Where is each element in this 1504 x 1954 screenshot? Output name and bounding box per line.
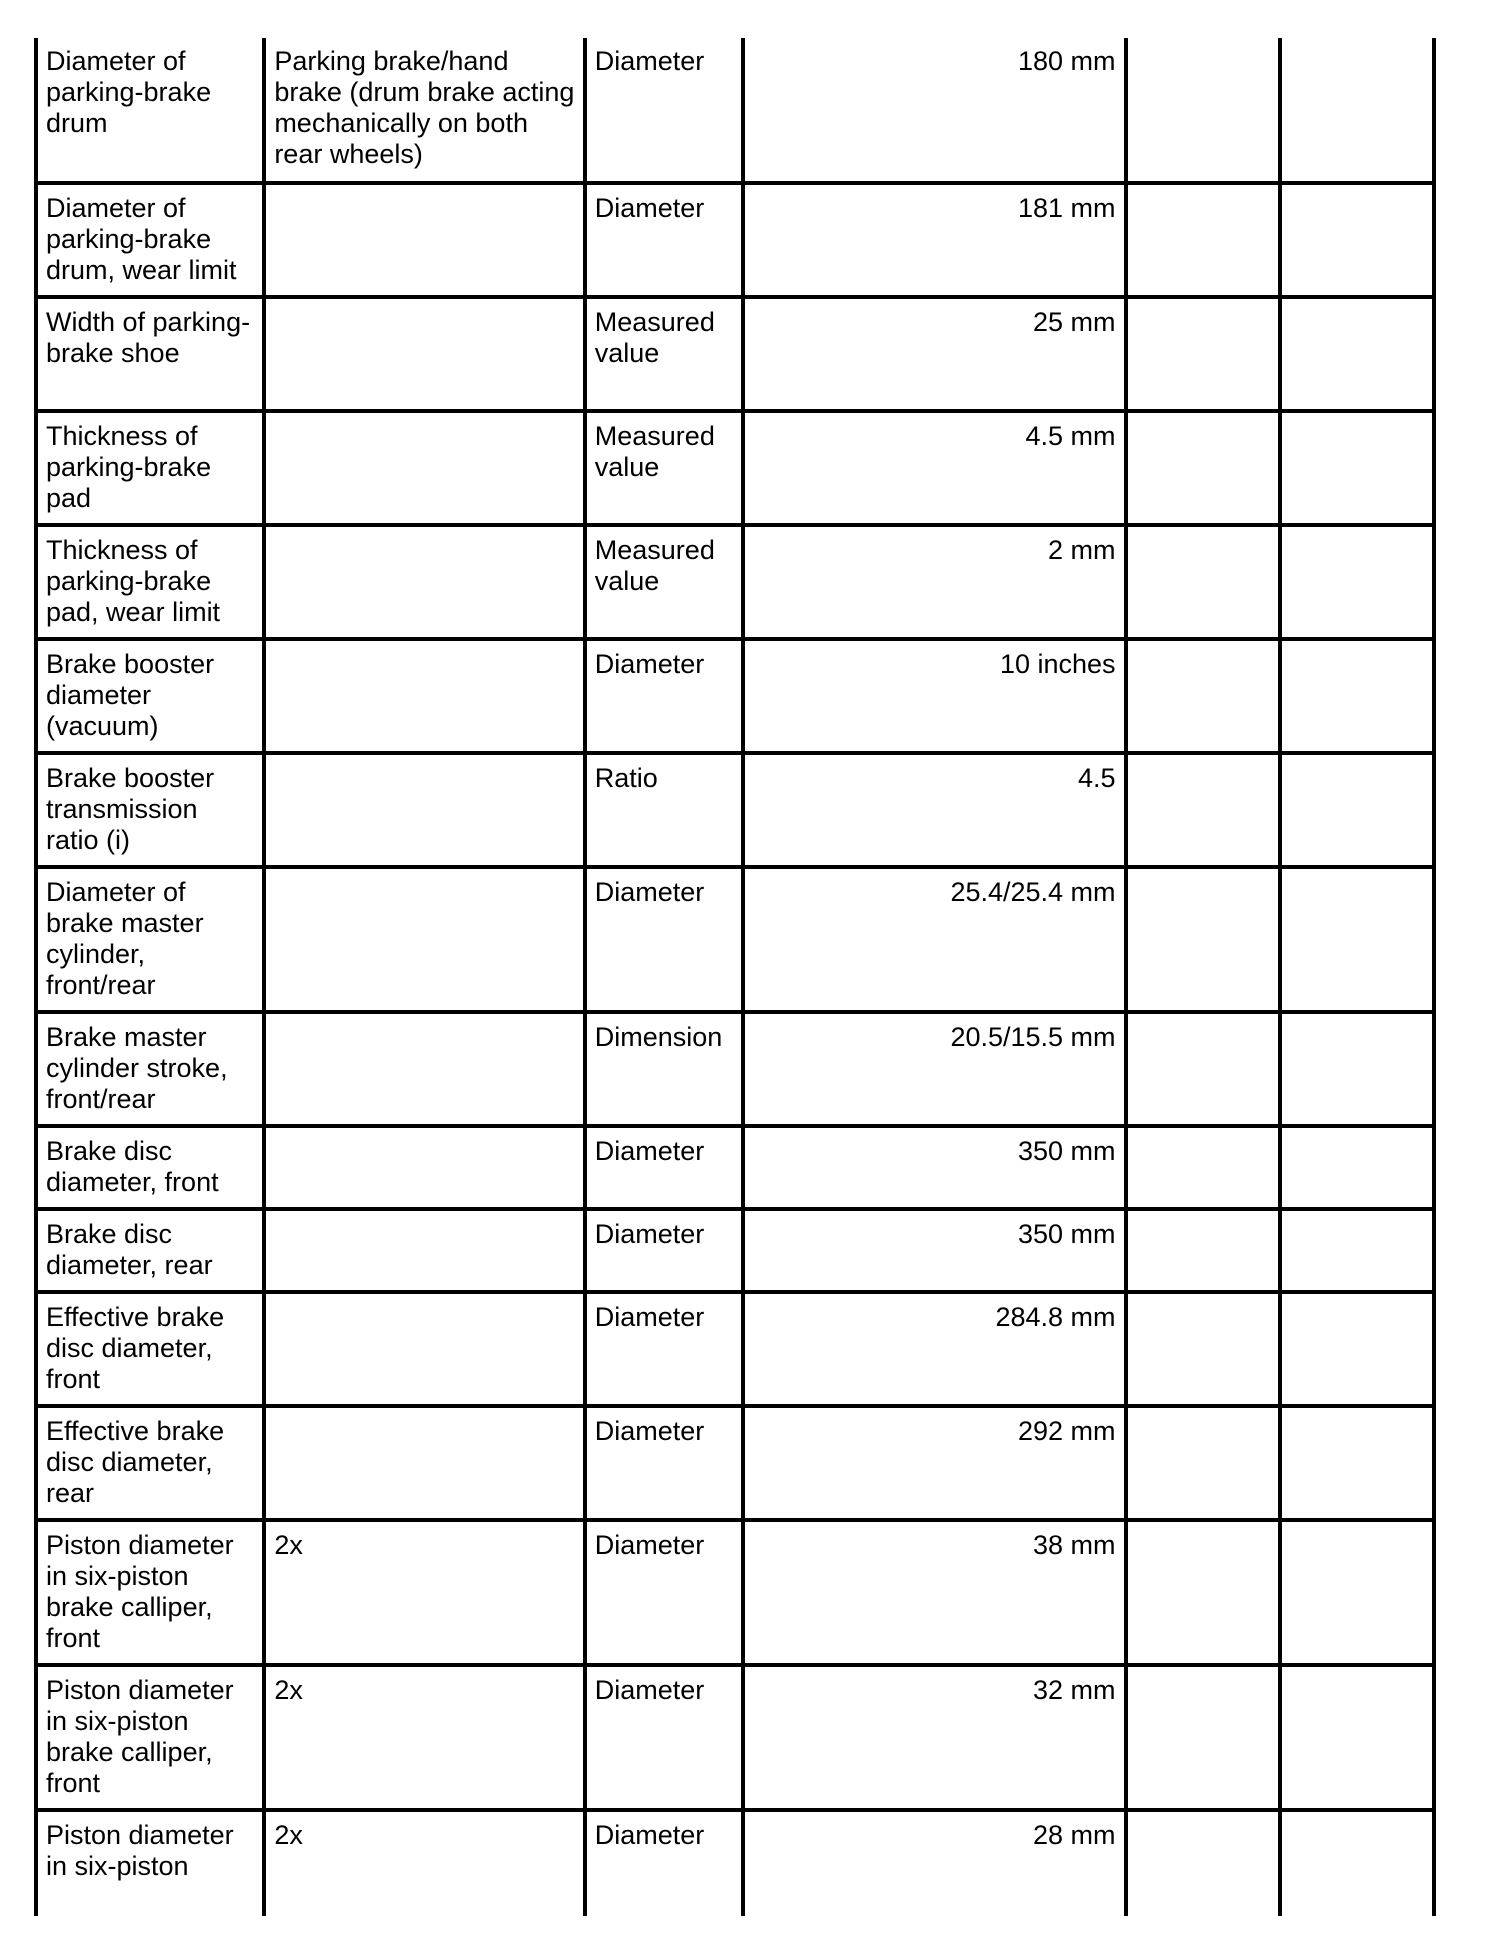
table-row	[36, 1012, 1434, 1126]
spec-name-cell: Piston diameter in six-piston	[36, 1810, 264, 1916]
spec-extra-cell	[1280, 1292, 1434, 1406]
spec-extra-cell	[1280, 1209, 1434, 1292]
spec-value-cell: 2 mm	[743, 525, 1126, 639]
spec-extra-cell	[1126, 1012, 1280, 1126]
spec-type-cell: Diameter	[585, 639, 743, 753]
spec-extra-cell	[1126, 639, 1280, 753]
table-row	[36, 1665, 1434, 1810]
spec-type-cell: Diameter	[585, 38, 743, 183]
spec-extra-cell	[1280, 1126, 1434, 1209]
spec-extra-cell	[1280, 525, 1434, 639]
spec-note-cell	[264, 183, 584, 297]
spec-value-cell: 350 mm	[743, 1209, 1126, 1292]
table-row	[36, 183, 1434, 297]
spec-name-cell: Diameter of parking-brake drum, wear limit	[36, 183, 264, 297]
spec-type-cell: Diameter	[585, 1209, 743, 1292]
spec-note-cell	[264, 1012, 584, 1126]
table-row	[36, 411, 1434, 525]
spec-note-cell: 2x	[264, 1810, 584, 1916]
spec-extra-cell	[1126, 753, 1280, 867]
spec-extra-cell	[1126, 525, 1280, 639]
spec-extra-cell	[1126, 1292, 1280, 1406]
spec-type-cell: Diameter	[585, 183, 743, 297]
spec-value-cell: 4.5 mm	[743, 411, 1126, 525]
spec-extra-cell	[1126, 1810, 1280, 1916]
spec-value-cell: 284.8 mm	[743, 1292, 1126, 1406]
spec-name-cell: Width of parking-brake shoe	[36, 297, 264, 411]
spec-note-cell: 2x	[264, 1665, 584, 1810]
spec-extra-cell	[1126, 38, 1280, 183]
spec-value-cell: 32 mm	[743, 1665, 1126, 1810]
table-row	[36, 525, 1434, 639]
table-row	[36, 1406, 1434, 1520]
spec-extra-cell	[1126, 1126, 1280, 1209]
spec-extra-cell	[1280, 183, 1434, 297]
spec-name-cell: Brake master cylinder stroke, front/rear	[36, 1012, 264, 1126]
spec-type-cell: Diameter	[585, 1406, 743, 1520]
spec-extra-cell	[1126, 411, 1280, 525]
spec-value-cell: 28 mm	[743, 1810, 1126, 1916]
spec-extra-cell	[1280, 411, 1434, 525]
spec-note-cell	[264, 639, 584, 753]
spec-note-cell	[264, 753, 584, 867]
spec-extra-cell	[1126, 1209, 1280, 1292]
spec-extra-cell	[1126, 297, 1280, 411]
spec-note-cell	[264, 1126, 584, 1209]
table-row	[36, 1209, 1434, 1292]
spec-value-cell: 180 mm	[743, 38, 1126, 183]
spec-type-cell: Measured value	[585, 411, 743, 525]
spec-type-cell: Diameter	[585, 867, 743, 1012]
spec-name-cell: Brake disc diameter, rear	[36, 1209, 264, 1292]
spec-value-cell: 20.5/15.5 mm	[743, 1012, 1126, 1126]
spec-extra-cell	[1280, 753, 1434, 867]
spec-name-cell: Diameter of brake master cylinder, front/rear	[36, 867, 264, 1012]
table-row	[36, 1520, 1434, 1665]
spec-note-cell	[264, 297, 584, 411]
spec-value-cell: 4.5	[743, 753, 1126, 867]
spec-note-cell	[264, 525, 584, 639]
spec-name-cell: Effective brake disc diameter, rear	[36, 1406, 264, 1520]
spec-type-cell: Ratio	[585, 753, 743, 867]
spec-name-cell: Thickness of parking-brake pad, wear limit	[36, 525, 264, 639]
spec-name-cell: Brake booster transmission ratio (i)	[36, 753, 264, 867]
spec-extra-cell	[1280, 639, 1434, 753]
spec-extra-cell	[1126, 1520, 1280, 1665]
spec-type-cell: Measured value	[585, 297, 743, 411]
table-row	[36, 867, 1434, 1012]
table-row	[36, 753, 1434, 867]
spec-name-cell: Piston diameter in six-piston brake calliper, front	[36, 1665, 264, 1810]
spec-value-cell: 292 mm	[743, 1406, 1126, 1520]
spec-extra-cell	[1126, 1665, 1280, 1810]
spec-extra-cell	[1280, 297, 1434, 411]
spec-extra-cell	[1280, 38, 1434, 183]
spec-value-cell: 38 mm	[743, 1520, 1126, 1665]
spec-extra-cell	[1126, 1406, 1280, 1520]
spec-value-cell: 10 inches	[743, 639, 1126, 753]
spec-type-cell: Diameter	[585, 1126, 743, 1209]
spec-note-cell: 2x	[264, 1520, 584, 1665]
spec-type-cell: Diameter	[585, 1520, 743, 1665]
spec-name-cell: Diameter of parking-brake drum	[36, 38, 264, 183]
spec-type-cell: Diameter	[585, 1810, 743, 1916]
spec-extra-cell	[1280, 1665, 1434, 1810]
spec-value-cell: 181 mm	[743, 183, 1126, 297]
spec-extra-cell	[1280, 1012, 1434, 1126]
spec-note-cell: Parking brake/hand brake (drum brake acting mechanically on both rear wheels)	[264, 38, 584, 183]
spec-table	[34, 38, 1436, 1916]
table-row	[36, 1126, 1434, 1209]
spec-extra-cell	[1126, 867, 1280, 1012]
spec-type-cell: Diameter	[585, 1665, 743, 1810]
spec-note-cell	[264, 1406, 584, 1520]
spec-name-cell: Piston diameter in six-piston brake calliper, front	[36, 1520, 264, 1665]
spec-name-cell: Effective brake disc diameter, front	[36, 1292, 264, 1406]
spec-extra-cell	[1126, 183, 1280, 297]
spec-extra-cell	[1280, 867, 1434, 1012]
spec-type-cell: Diameter	[585, 1292, 743, 1406]
spec-value-cell: 350 mm	[743, 1126, 1126, 1209]
table-row	[36, 297, 1434, 411]
spec-type-cell: Measured value	[585, 525, 743, 639]
spec-note-cell	[264, 867, 584, 1012]
table-row	[36, 1810, 1434, 1916]
spec-note-cell	[264, 1209, 584, 1292]
spec-name-cell: Brake disc diameter, front	[36, 1126, 264, 1209]
spec-note-cell	[264, 411, 584, 525]
table-row	[36, 639, 1434, 753]
spec-value-cell: 25 mm	[743, 297, 1126, 411]
spec-extra-cell	[1280, 1810, 1434, 1916]
spec-extra-cell	[1280, 1406, 1434, 1520]
spec-name-cell: Brake booster diameter (vacuum)	[36, 639, 264, 753]
spec-value-cell: 25.4/25.4 mm	[743, 867, 1126, 1012]
spec-note-cell	[264, 1292, 584, 1406]
spec-name-cell: Thickness of parking-brake pad	[36, 411, 264, 525]
spec-extra-cell	[1280, 1520, 1434, 1665]
spec-type-cell: Dimension	[585, 1012, 743, 1126]
table-row	[36, 38, 1434, 183]
table-row	[36, 1292, 1434, 1406]
